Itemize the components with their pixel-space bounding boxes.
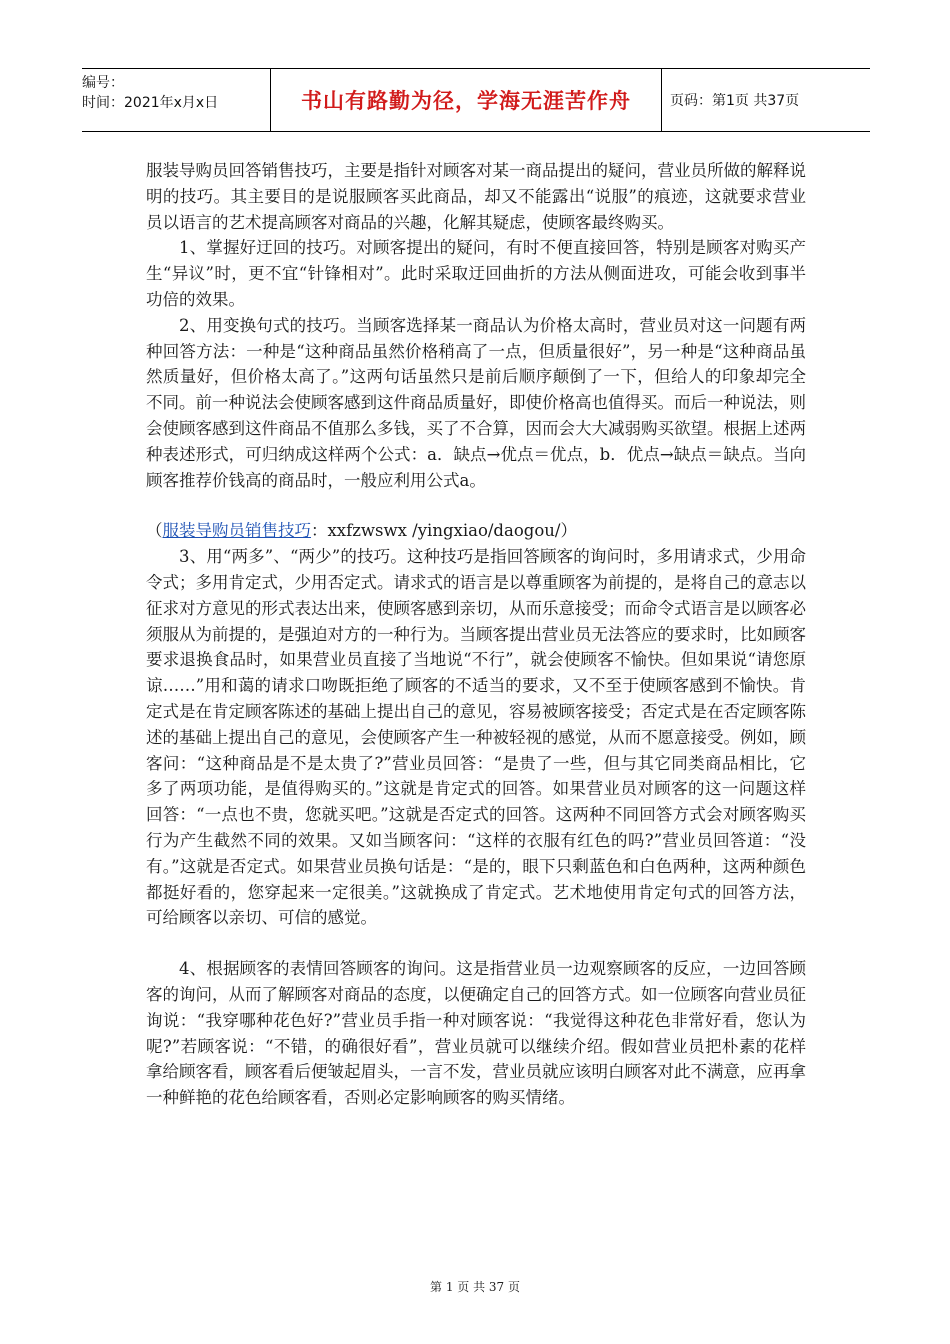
- page-footer: 第 1 页 共 37 页: [430, 1280, 520, 1294]
- source-line: [146, 518, 806, 544]
- tip-paragraph-2: 2、用变换句式的技巧。当顾客选择某一商品认为价格太高时，营业员对这一问题有两种回答方法：一种是“这种商品虽然价格稍高了一点，但质量很好”，另一种是“这种商品虽然质量好，但价格太高了。”这两句话虽然只是前后顺序颠倒了一下，但给人的印象却完全不同。前一种说法会使顾客感到这件商品质量好，即使价格高也值得买。而后一种说法，则会使顾客感到这件商品不值那么多钱，买了不合算，因而会大大减弱购买欲望。根据上述两种表述形式，可归纳成这样两个公式：a．缺点→优点＝优点，b．优点→缺点＝缺点。当向顾客推荐价钱高的商品时，一般应利用公式a。: [146, 315, 806, 490]
- document-body: [146, 158, 806, 1111]
- document-number-label: 编号：: [82, 75, 124, 91]
- intro-paragraph: 服装导购员回答销售技巧，主要是指针对顾客对某一商品提出的疑问，营业员所做的解释说明的技巧。其主要目的是说服顾客买此商品，却又不能露出“说服”的痕迹，这就要求营业员以语言的艺术提高顾客对商品的兴趣，化解其疑虑，使顾客最终购买。: [146, 161, 806, 232]
- header-page-info: 页码：第1页 共37页: [670, 93, 800, 109]
- document-date: 时间：2021年x月x日: [82, 95, 219, 111]
- header-meta: [82, 69, 270, 131]
- tip-paragraph-4: 4、根据顾客的表情回答顾客的询问。这是指营业员一边观察顾客的反应，一边回答顾客的询问，从而了解顾客对商品的态度，以便确定自己的回答方式。如一位顾客向营业员征询说：“我穿哪种花色好?”营业员手指一种对顾客说：“我觉得这种花色非常好看，您认为呢?”若顾客说：“不错，的确很好看”，营业员就可以继续介绍。假如营业员把朴素的花样拿给顾客看，顾客看后便皱起眉头，一言不发，营业员就应该明白顾客对此不满意，应再拿一种鲜艳的花色给顾客看，否则必定影响顾客的购买情绪。: [146, 959, 806, 1108]
- source-link[interactable]: 服装导购员销售技巧: [162, 521, 311, 541]
- page-header: [82, 68, 870, 132]
- header-motto: 书山有路勤为径，学海无涯苦作舟: [270, 69, 662, 131]
- tip-paragraph-1: 1、掌握好迂回的技巧。对顾客提出的疑问，有时不便直接回答，特别是顾客对购买产生“异议”时，更不宜“针锋相对”。此时采取迂回曲折的方法从侧面进攻，可能会收到事半功倍的效果。: [146, 238, 806, 309]
- tip-paragraph-3: 3、用“两多”、“两少”的技巧。这种技巧是指回答顾客的询问时，多用请求式，少用命令式；多用肯定式，少用否定式。请求式的语言是以尊重顾客为前提的，是将自己的意志以征求对方意见的形式表达出来，使顾客感到亲切，从而乐意接受；而命令式语言是以顾客必须服从为前提的，是强迫对方的一种行为。当顾客提出营业员无法答应的要求时，比如顾客要求退换食品时，如果营业员直接了当地说“不行”，就会使顾客不愉快。但如果说“请您原谅……”用和蔼的请求口吻既拒绝了顾客的不适当的要求，又不至于使顾客感到不愉快。肯定式是在肯定顾客陈述的基础上提出自己的意见，容易被顾客接受；否定式是在否定顾客陈述的基础上提出自己的意见，会使顾客产生一种被轻视的感觉，从而不愿意接受。例如，顾客问：“这种商品是不是太贵了?”营业员回答：“是贵了一些，但与其它同类商品相比，它多了两项功能，是值得购买的。”这就是肯定式的回答。如果营业员对顾客的这一问题这样回答：“一点也不贵，您就买吧。”这就是否定式的回答。这两种不同回答方式会对顾客购买行为产生截然不同的效果。又如当顾客问：“这样的衣服有红色的吗?”营业员回答道：“没有。”这就是否定式。如果营业员换句话是：“是的，眼下只剩蓝色和白色两种，这两种颜色都挺好看的，您穿起来一定很美。”这就换成了肯定式。艺术地使用肯定句式的回答方法，可给顾客以亲切、可信的感觉。: [146, 547, 806, 928]
- source-url-text: ：xxfzwswx /yingxiao/daogou/）: [311, 521, 577, 541]
- source-open: （: [146, 521, 163, 541]
